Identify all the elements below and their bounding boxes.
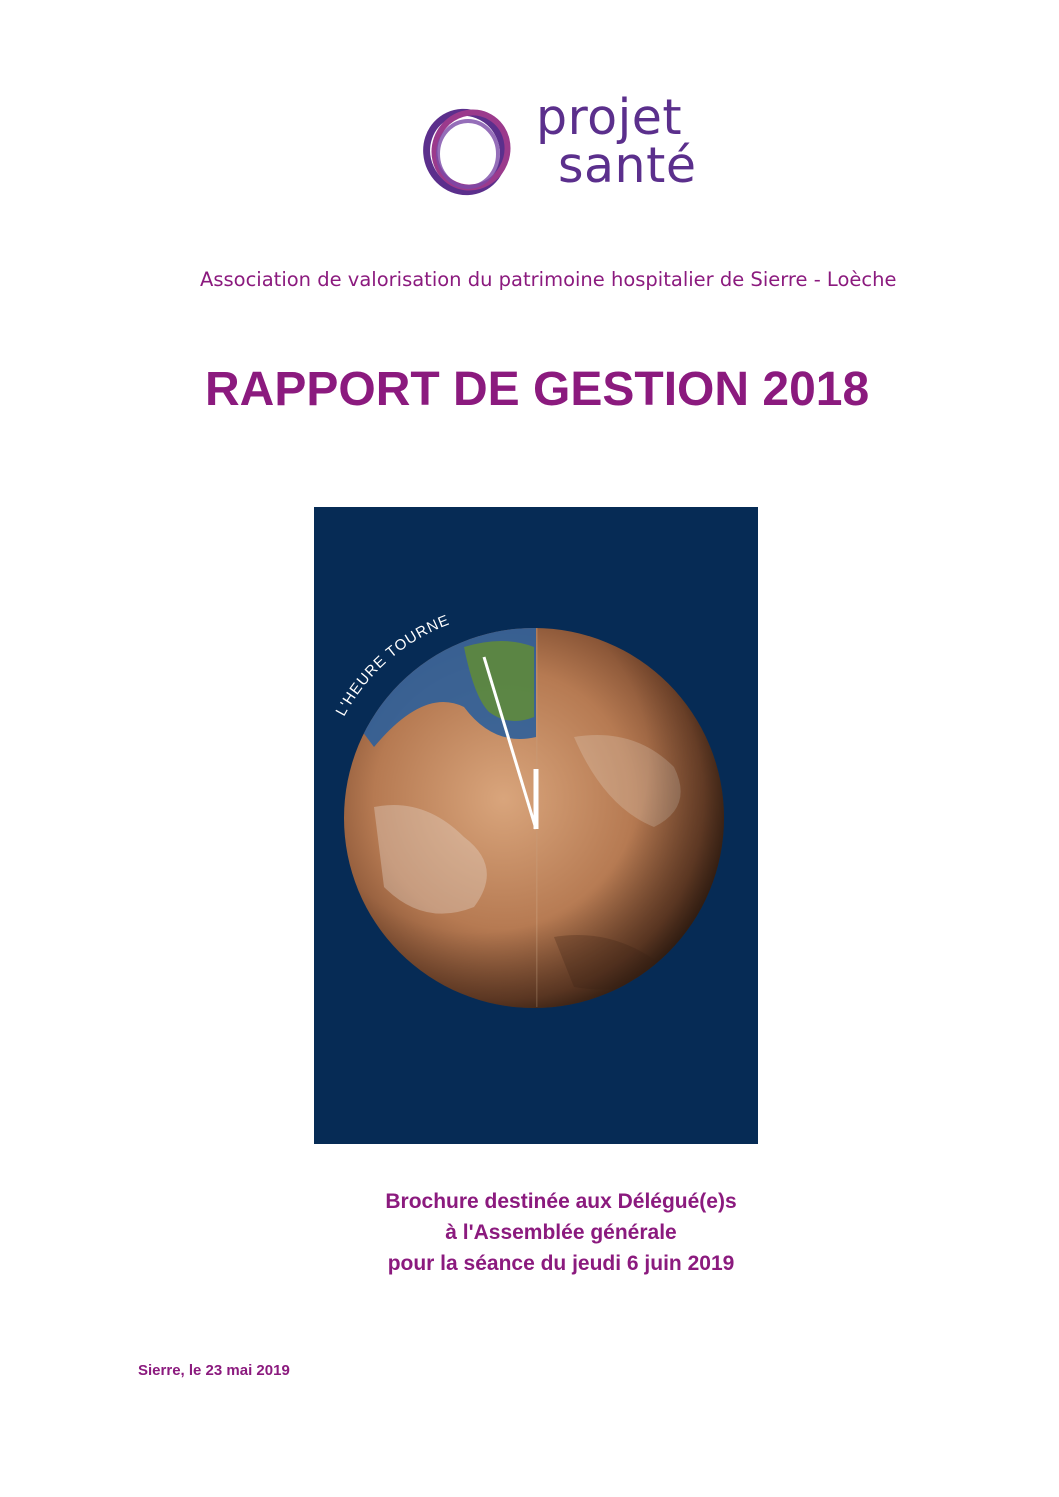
logo-rings-icon bbox=[418, 102, 518, 202]
globe-illustration bbox=[314, 507, 758, 1144]
place-and-date: Sierre, le 23 mai 2019 bbox=[138, 1362, 290, 1379]
association-name: Association de valorisation du patrimoine hospitalier de Sierre - Loèche bbox=[200, 268, 897, 291]
brochure-line-1: Brochure destinée aux Délégué(e)s bbox=[385, 1190, 737, 1213]
cover-caption: L'HEURE TOURNE bbox=[332, 611, 453, 719]
brochure-description bbox=[200, 1186, 922, 1279]
cover-image bbox=[314, 507, 758, 1144]
logo-line-1: projet bbox=[536, 89, 683, 146]
projet-sante-logo bbox=[418, 89, 738, 208]
logo-wordmark bbox=[536, 89, 697, 194]
brochure-line-3: pour la séance du jeudi 6 juin 2019 bbox=[387, 1252, 735, 1275]
brochure-line-2: à l'Assemblée générale bbox=[445, 1221, 677, 1244]
logo-line-2: santé bbox=[558, 137, 697, 194]
report-title: RAPPORT DE GESTION 2018 bbox=[205, 363, 870, 416]
